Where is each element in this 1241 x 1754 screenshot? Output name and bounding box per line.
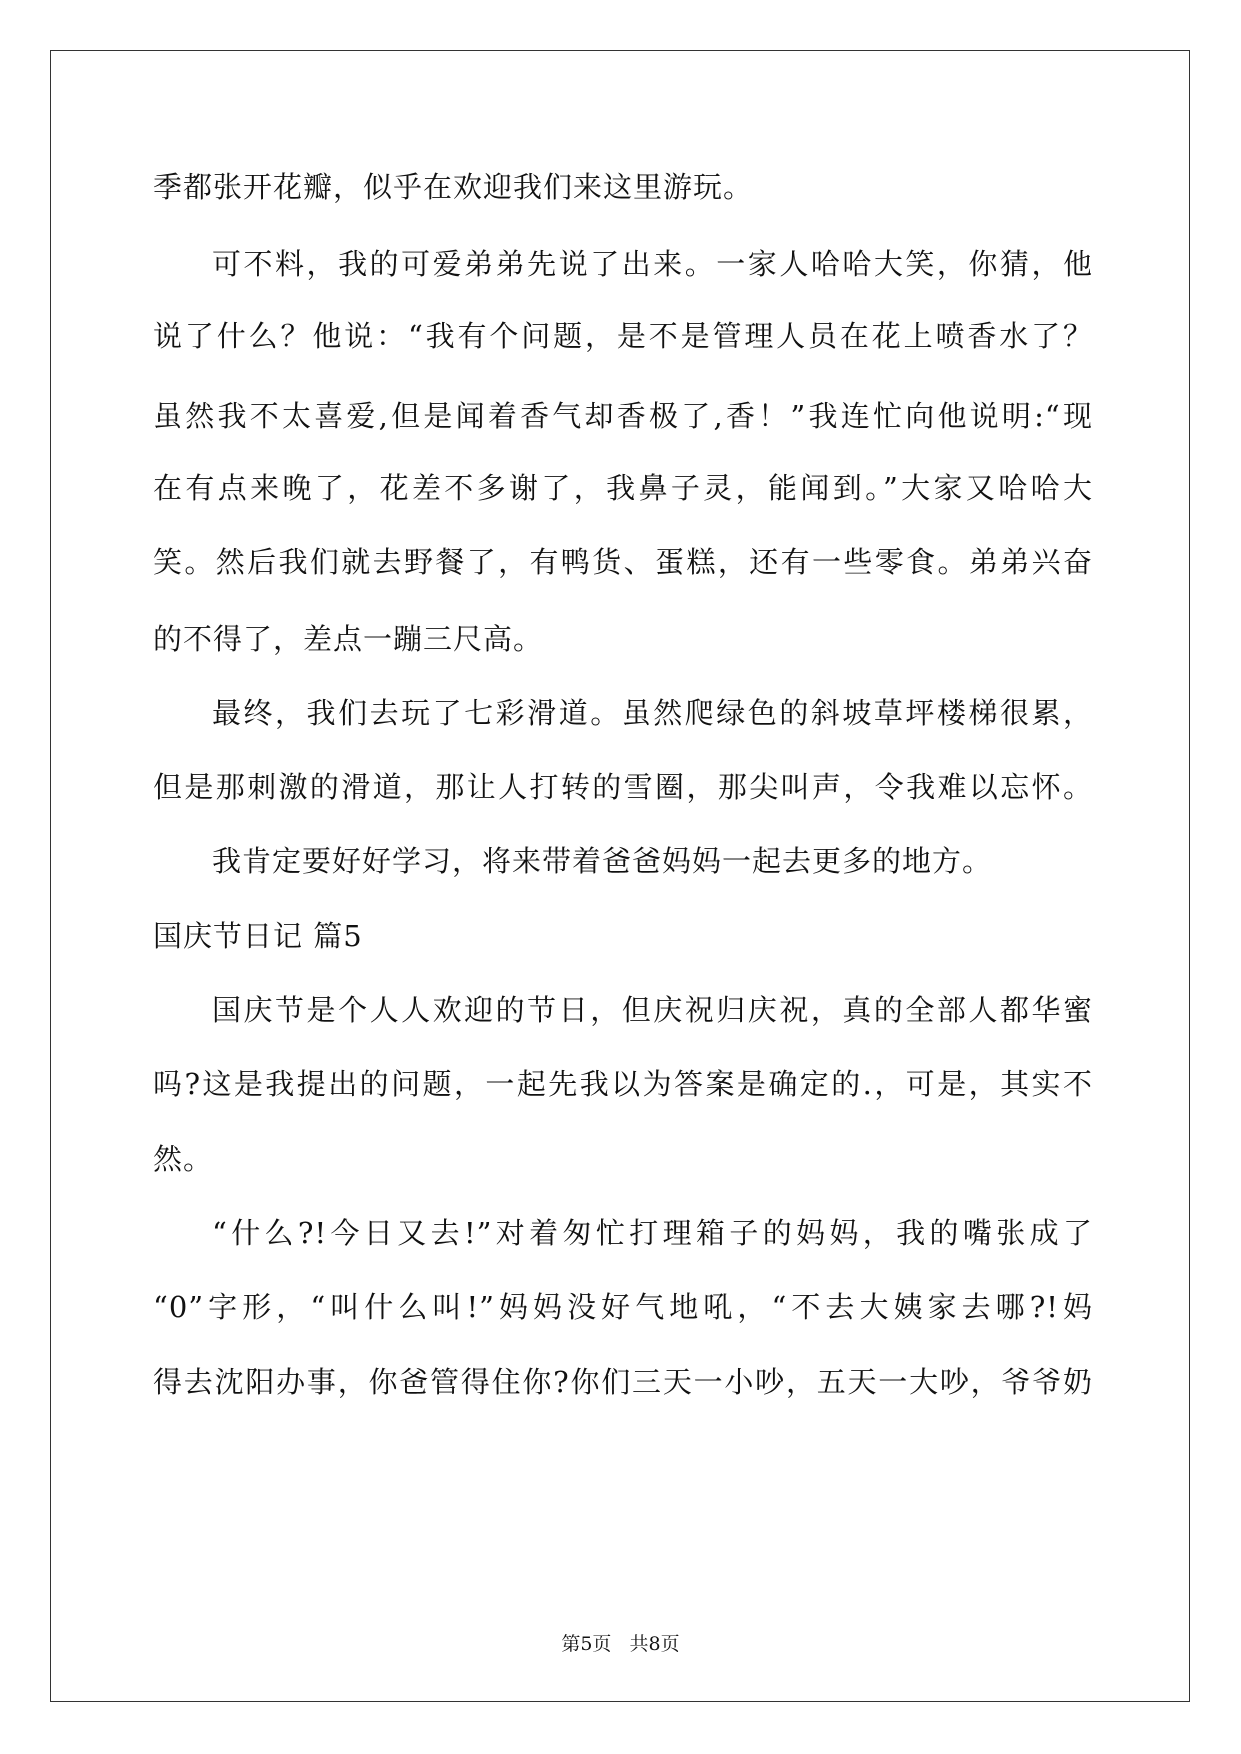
- text-line: 但是那刺激的滑道，那让人打转的雪圈，那尖叫声，令我难以忘怀。: [153, 770, 1093, 804]
- section-heading: 国庆节日记 篇5: [153, 919, 363, 953]
- text-line: 季都张开花瓣，似乎在欢迎我们来这里游玩。: [153, 170, 754, 204]
- text-line: 说了什么？他说：“我有个问题，是不是管理人员在花上喷香水了？: [153, 319, 1093, 353]
- text-line: “0”字形，“叫什么叫!”妈妈没好气地吼，“不去大姨家去哪?!妈: [153, 1290, 1093, 1324]
- text-line: 在有点来晚了，花差不多谢了，我鼻子灵，能闻到。”大家又哈哈大: [153, 471, 1093, 505]
- text-line: 然。: [153, 1142, 214, 1176]
- text-line: 吗?这是我提出的问题，一起先我以为答案是确定的.，可是，其实不: [153, 1067, 1093, 1101]
- text-line: 虽然我不太喜爱,但是闻着香气却香极了,香！”我连忙向他说明:“现: [153, 399, 1093, 433]
- text-line: 得去沈阳办事，你爸管得住你?你们三天一小吵，五天一大吵，爷爷奶: [153, 1365, 1093, 1399]
- paragraph-first-line: 最终，我们去玩了七彩滑道。虽然爬绿色的斜坡草坪楼梯很累，: [212, 696, 1093, 730]
- paragraph-first-line: “什么?!今日又去!”对着匆忙打理箱子的妈妈，我的嘴张成了: [212, 1216, 1093, 1250]
- text-line: 笑。然后我们就去野餐了，有鸭货、蛋糕，还有一些零食。弟弟兴奋: [153, 545, 1093, 579]
- paragraph-first-line: 可不料，我的可爱弟弟先说了出来。一家人哈哈大笑，你猜，他: [212, 247, 1093, 281]
- text-line: 的不得了，差点一蹦三尺高。: [153, 622, 544, 656]
- page-number-footer: 第5页 共8页: [561, 1633, 680, 1655]
- paragraph-first-line: 我肯定要好好学习，将来带着爸爸妈妈一起去更多的地方。: [212, 844, 993, 878]
- paragraph-first-line: 国庆节是个人人欢迎的节日，但庆祝归庆祝，真的全部人都华蜜: [212, 993, 1093, 1027]
